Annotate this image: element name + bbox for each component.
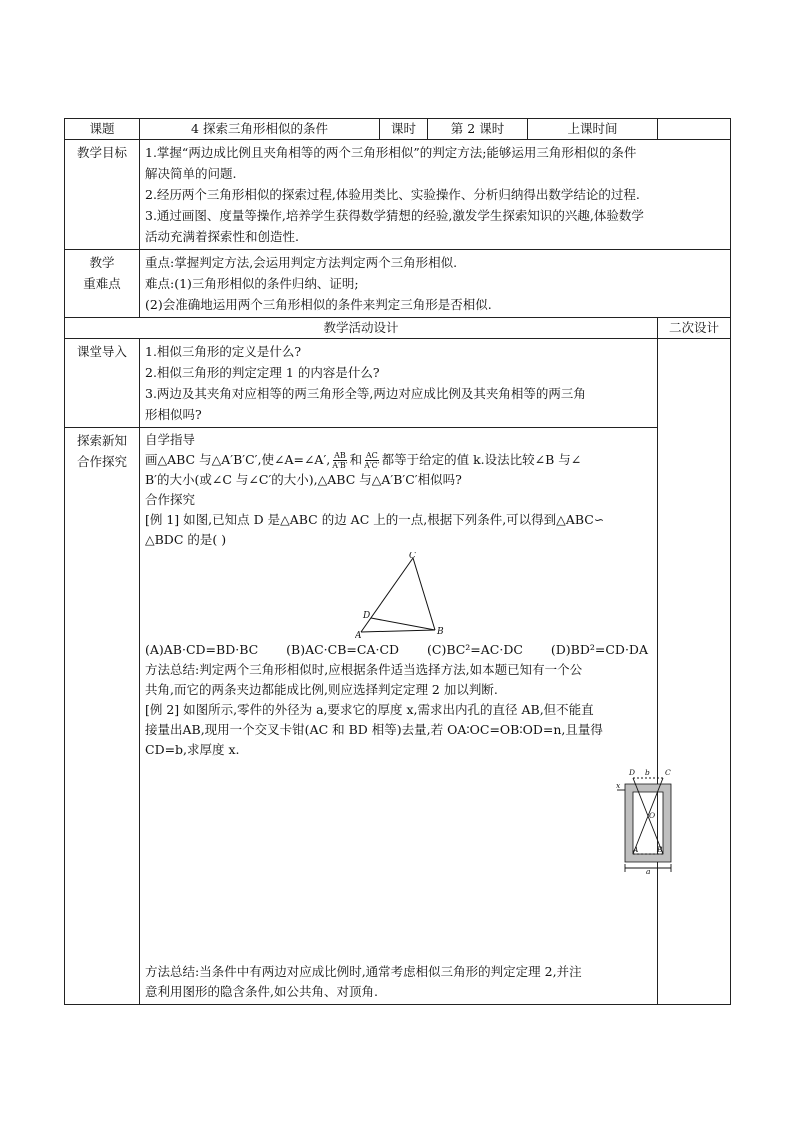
explore-content (140, 428, 671, 1005)
key-point-line: 难点:(1)三角形相似的条件归纳、证明; (145, 276, 359, 291)
time-value (658, 119, 731, 140)
key-point-line: (2)会准确地运用两个三角形相似的条件来判定三角形是否相似. (145, 297, 492, 312)
self-study-line: 画△ABC 与△A′B′C′,使∠A=∠A′, $\frac{AB}{A'B'}$ 和 $\frac{AC}{A'C'}$ 都等于给定的值 k.设法比较∠B 与∠ (145, 451, 582, 470)
segment-bd (371, 618, 435, 630)
lesson-plan-table (64, 118, 731, 1005)
intro-line: 形相似吗? (145, 407, 202, 422)
intro-content (140, 339, 658, 428)
option-a[interactable]: (A)AB·CD=BD·BC (145, 642, 259, 657)
second-design-cell (658, 339, 731, 1005)
method-summary-1: 方法总结:判定两个三角形相似时,应根据条件适当选择方法,如本题已知有一个公 (145, 662, 583, 677)
segment-cb (413, 558, 435, 630)
vertex-c-label: C (409, 552, 416, 561)
point-o-label: O (649, 811, 656, 820)
time-label: 上课时间 (528, 119, 658, 140)
key-points-row (65, 250, 731, 318)
method-summary-2: 方法总结:当条件中有两边对应成比例时,通常考虑相似三角形的判定定理 2,并注 (145, 964, 582, 979)
vertex-a-label: A (355, 631, 362, 638)
self-study-title: 自学指导 (145, 432, 196, 447)
activity-header-row (65, 318, 731, 339)
header-row (65, 119, 731, 140)
period-value: 第 2 课时 (428, 119, 528, 140)
intro-line: 2.相似三角形的判定定理 1 的内容是什么? (145, 365, 380, 380)
point-d-label: D (629, 768, 636, 777)
self-study-line: B′的大小(或∠C 与∠C′的大小),△ABC 与△A′B′C′相似吗? (145, 472, 462, 487)
key-points-content (140, 250, 731, 318)
answer-options (145, 640, 652, 660)
key-point-line: 重点:掌握判定方法,会运用判定方法判定两个三角形相似. (145, 255, 458, 270)
point-b-label: B (657, 845, 663, 854)
intro-line: 1.相似三角形的定义是什么? (145, 344, 302, 359)
point-a-label: A (633, 845, 639, 854)
explore-row (65, 428, 731, 1005)
explore-label: 探索新知 合作探究 (65, 428, 140, 1005)
coop-title: 合作探究 (145, 492, 196, 507)
caliper-figure (613, 766, 683, 874)
example-2-text: CD=b,求厚度 x. (145, 742, 240, 757)
topic-label: 课题 (65, 119, 140, 140)
intro-row (65, 339, 731, 428)
blank-space (145, 874, 652, 962)
fraction-ac: $\frac{AC}{A'C'}$ (364, 451, 380, 470)
triangle-figure (355, 552, 455, 638)
example-2-text: 接量出AB,现用一个交叉卡钳(AC 和 BD 相等)去量,若 OA∶OC=OB∶OD=n,且量得 (145, 722, 603, 737)
objective-line: 1.掌握“两边成比例且夹角相等的两个三角形相似”的判定方法;能够运用三角形相似的条件 (145, 145, 637, 160)
objectives-label: 教学目标 (65, 140, 140, 250)
objective-line: 活动充满着探索性和创造性. (145, 229, 299, 244)
example-2-text: [例 2] 如图所示,零件的外径为 a,要求它的厚度 x,需求出内孔的直径 AB,但不能直 (145, 702, 594, 717)
segment-ab (361, 630, 435, 632)
second-design-title: 二次设计 (658, 318, 731, 339)
objective-line: 3.通过画图、度量等操作,培养学生获得数学猜想的经验,激发学生探索知识的兴趣,体验数学 (145, 208, 644, 223)
objectives-row (65, 140, 731, 250)
thickness-x-label: x (616, 781, 621, 790)
vertex-b-label: B (437, 627, 444, 637)
fraction-ab: $\frac{AB}{A'B'}$ (332, 451, 348, 470)
vertex-d-label: D (363, 611, 371, 621)
option-c[interactable]: (C)BC²=AC·DC (427, 642, 523, 657)
part-cross-section (625, 784, 671, 862)
length-b-label: b (645, 768, 650, 777)
key-points-label: 教学 重难点 (65, 250, 140, 318)
method-summary-1: 共角,而它的两条夹边都能成比例,则应选择判定定理 2 加以判断. (145, 682, 498, 697)
example-1-text: △BDC 的是( ) (145, 532, 227, 547)
topic-value: 4 探索三角形相似的条件 (140, 119, 380, 140)
intro-line: 3.两边及其夹角对应相等的两三角形全等,两边对应成比例及其夹角相等的两三角 (145, 386, 586, 401)
option-d[interactable]: (D)BD²=CD·DA (550, 642, 648, 657)
objectives-content (140, 140, 731, 250)
point-c-label: C (665, 768, 671, 777)
diameter-a-label: a (646, 867, 651, 874)
period-label: 课时 (380, 119, 428, 140)
intro-label: 课堂导入 (65, 339, 140, 428)
option-b[interactable]: (B)AC·CB=CA·CD (286, 642, 400, 657)
lesson-plan-sheet (64, 118, 730, 1005)
activity-design-title: 教学活动设计 (65, 318, 658, 339)
objective-line: 2.经历两个三角形相似的探索过程,体验用类比、实验操作、分析归纳得出数学结论的过程. (145, 187, 640, 202)
example-1-text: [例 1] 如图,已知点 D 是△ABC 的边 AC 上的一点,根据下列条件,可以得到△ABC∽ (145, 512, 605, 527)
objective-line: 解决简单的问题. (145, 166, 237, 181)
method-summary-2: 意利用图形的隐含条件,如公共角、对顶角. (145, 984, 378, 999)
